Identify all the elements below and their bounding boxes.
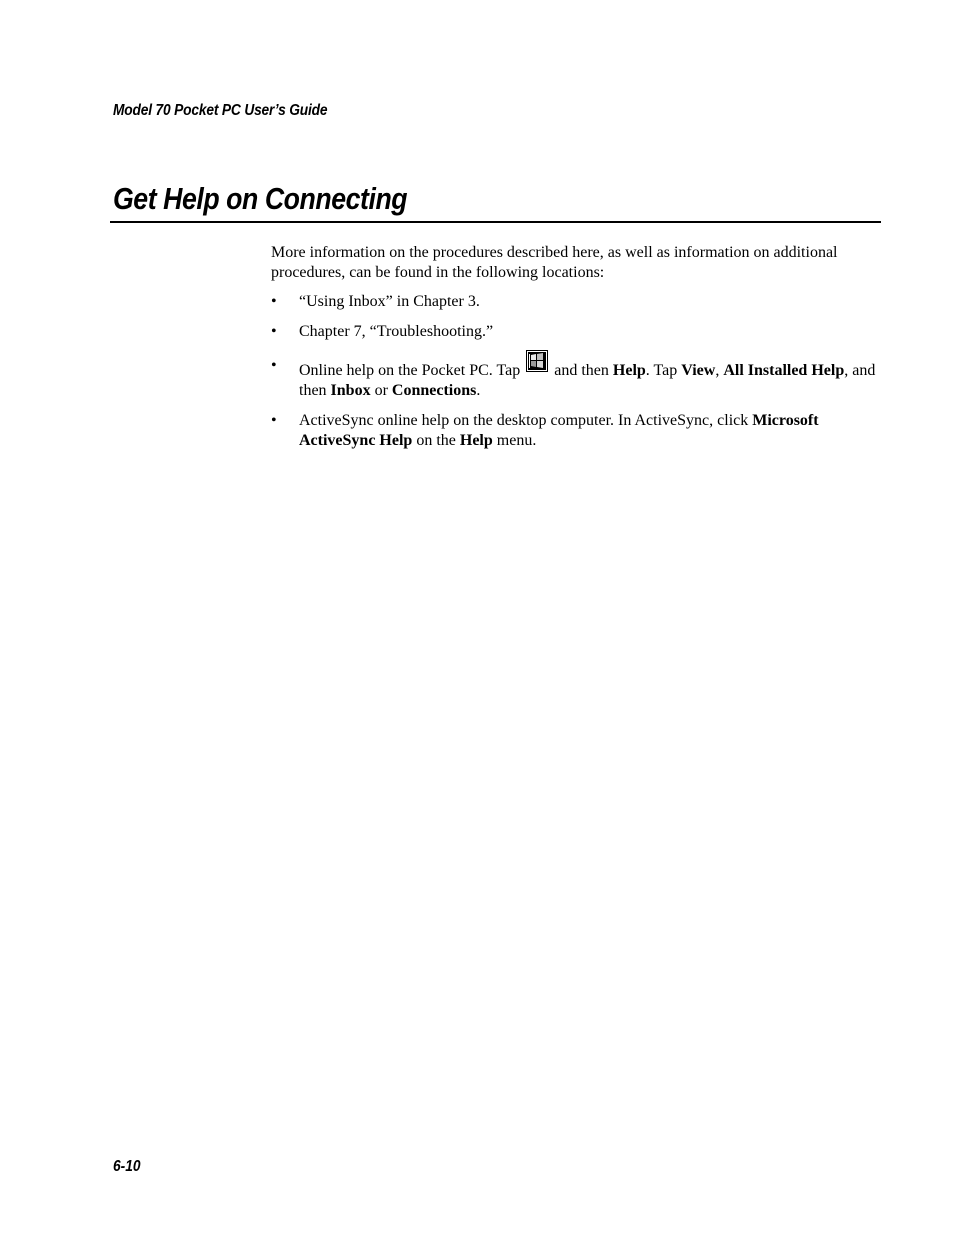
intro-paragraph: More information on the procedures described here, as well as information on additional procedures, can be found in the following locations: (271, 244, 838, 281)
section-title: Get Help on Connecting (113, 181, 408, 216)
body-text (271, 243, 883, 451)
list-item (271, 411, 883, 451)
page-number: 6-10 (113, 1158, 141, 1175)
bullet-glyph: • (271, 357, 277, 374)
list-item (271, 292, 883, 312)
locations-list (271, 292, 883, 451)
list-item-text: Online help on the Pocket PC. Tap and then Help. Tap View, All Installed Help, and then Inbox or Connections. (299, 362, 875, 399)
running-header: Model 70 Pocket PC User’s Guide (113, 102, 328, 119)
list-item-text: “Using Inbox” in Chapter 3. (299, 293, 480, 310)
bullet-glyph: • (271, 293, 277, 310)
list-item-text: Chapter 7, “Troubleshooting.” (299, 323, 494, 340)
list-item-text: ActiveSync online help on the desktop computer. In ActiveSync, click Microsoft ActiveSync Help on the Help menu. (299, 412, 819, 449)
list-item (271, 322, 883, 342)
windows-start-flag-icon (526, 350, 548, 372)
title-rule (110, 221, 881, 223)
list-item (271, 356, 883, 401)
bullet-glyph: • (271, 323, 277, 340)
bullet-glyph: • (271, 412, 277, 429)
